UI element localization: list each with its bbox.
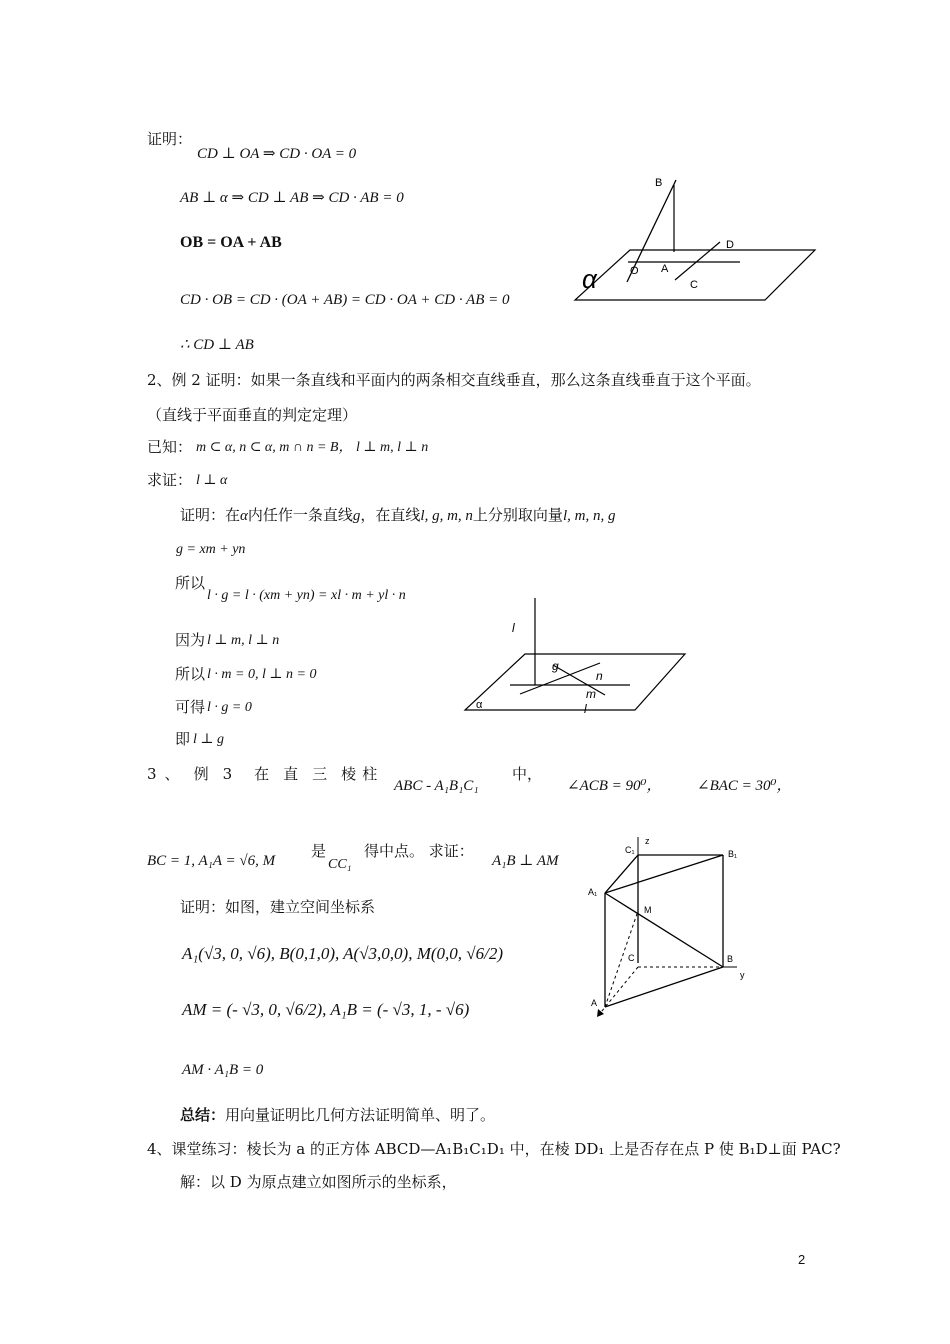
math: α: [240, 508, 248, 524]
equation-line: OB = OA + AB: [180, 234, 282, 251]
title-part: 直: [283, 765, 299, 783]
proof-text: 证明：在: [180, 506, 241, 524]
example-2-title: 2、例 2 证明：如果一条直线和平面内的两条相交直线垂直，那么这条直线垂直于这个平面。: [147, 371, 761, 389]
prism-figure: [585, 835, 755, 1025]
math: l, m, n, g: [562, 508, 616, 524]
exercise-answer: 解：以 D 为原点建立如图所示的坐标系，: [180, 1173, 457, 1191]
label-D: D: [726, 239, 734, 251]
label-M: M: [644, 905, 652, 915]
proof-text: 上分别取向量: [472, 506, 563, 524]
label-l-bottom: l: [584, 702, 587, 716]
prove-label: 求证：: [147, 471, 193, 489]
label-B: B: [655, 177, 663, 189]
label-B1: B₁: [728, 849, 738, 859]
title-part: 3: [147, 765, 157, 783]
label-B: B: [727, 954, 734, 964]
so-label: 所以: [175, 665, 206, 683]
proof-line: 证明：如图，建立空间坐标系: [180, 898, 376, 916]
coordinates: A₁(√3, 0, √6), B(0,1,0), A(√3,0,0), M(0,0, √6/2): [182, 944, 503, 963]
label-n: n: [596, 669, 603, 683]
proof-label: 证明：: [147, 130, 193, 148]
summary-label: 总结：: [180, 1106, 226, 1124]
math: g: [352, 508, 361, 524]
vectors: AM = (- √3, 0, √6/2), A₁B = (- √3, 1, - √6): [182, 1000, 470, 1019]
then-label: 即: [175, 730, 191, 748]
title-part: 三: [312, 765, 328, 783]
prism-name: ABC - A₁B₁C₁: [394, 778, 479, 794]
label-A1: A₁: [588, 887, 598, 897]
label-C: C: [628, 953, 635, 963]
exercise-title: 4、课堂练习：棱长为 a 的正方体 ABCD—A₁B₁C₁D₁ 中，在棱 DD₁ 上是否存在点 P 使 B₁D⊥面 PAC?: [147, 1140, 841, 1158]
prove-text: l ⊥ α: [196, 473, 228, 488]
equation-line: ∴ CD ⊥ AB: [180, 337, 254, 353]
label-g: g: [552, 659, 559, 673]
label-y: y: [740, 970, 745, 980]
title-part: 例: [193, 765, 209, 783]
math: l, g, m, n: [420, 508, 473, 524]
example-2-subtitle: （直线于平面垂直的判定定理）: [147, 406, 358, 424]
obtain-label: 可得: [175, 698, 206, 716]
label-A: A: [661, 263, 669, 275]
equation-line: CD ⊥ OA ⇒ CD · OA = 0: [197, 146, 357, 162]
proof-intro: [180, 505, 615, 526]
given-text: m ⊂ α, n ⊂ α, m ∩ n = B， l ⊥ m, l ⊥ n: [196, 440, 429, 455]
label-l-top: l: [512, 621, 515, 635]
proof-text: ，在直线: [360, 506, 421, 524]
equation-line: l · g = 0: [207, 700, 252, 715]
label-alpha: α: [476, 699, 483, 711]
label-C1: C₁: [625, 845, 635, 855]
summary-text: 用向量证明比几何方法证明简单、明了。: [225, 1106, 496, 1124]
dot-product: AM · A₁B = 0: [182, 1062, 264, 1078]
label-z: z: [645, 836, 650, 846]
example-3-title: [147, 764, 377, 784]
label-O: O: [630, 265, 639, 277]
label-alpha: α: [582, 264, 597, 294]
angle-acb: ∠ACB = 90⁰，: [567, 778, 662, 794]
so-label: 所以: [175, 574, 206, 592]
equation-line: l ⊥ g: [193, 732, 225, 747]
equation-line: CD · OB = CD · (OA + AB) = CD · OA + CD · AB = 0: [180, 292, 510, 308]
given-label: 已知：: [147, 438, 193, 456]
because-label: 因为: [175, 631, 206, 649]
equation-line: AB ⊥ α ⇒ CD ⊥ AB ⇒ CD · AB = 0: [180, 190, 404, 206]
page-number: 2: [798, 1252, 806, 1267]
plane-figure-2: [460, 590, 700, 720]
title-part: 在: [254, 765, 270, 783]
equation-line: l · g = l · (xm + yn) = xl · m + yl · n: [207, 588, 406, 603]
summary: [180, 1105, 495, 1125]
plane-figure-1: [570, 170, 830, 310]
equation-line: g = xm + yn: [176, 542, 246, 557]
title-part: 棱: [341, 765, 357, 783]
proof-text: 内任作一条直线: [247, 506, 353, 524]
angle-bac: ∠BAC = 30⁰，: [697, 778, 792, 794]
label-m: m: [586, 687, 596, 701]
equation-line: l · m = 0, l ⊥ n = 0: [207, 667, 317, 682]
title-part: 柱: [362, 765, 378, 783]
condition: BC = 1, A₁A = √6, M: [147, 853, 276, 869]
label-C: C: [690, 279, 698, 291]
title-part: 、: [164, 765, 180, 783]
label-A: A: [591, 998, 598, 1008]
text-is: 是: [311, 842, 327, 860]
equation-line: l ⊥ m, l ⊥ n: [207, 633, 280, 648]
segment-cc1: CC₁: [328, 857, 352, 872]
text-midpoint: 得中点。 求证：: [364, 842, 474, 860]
title-part: 3: [222, 765, 233, 783]
goal: A₁B ⊥ AM: [492, 853, 559, 869]
text-zhong: 中，: [512, 765, 543, 783]
